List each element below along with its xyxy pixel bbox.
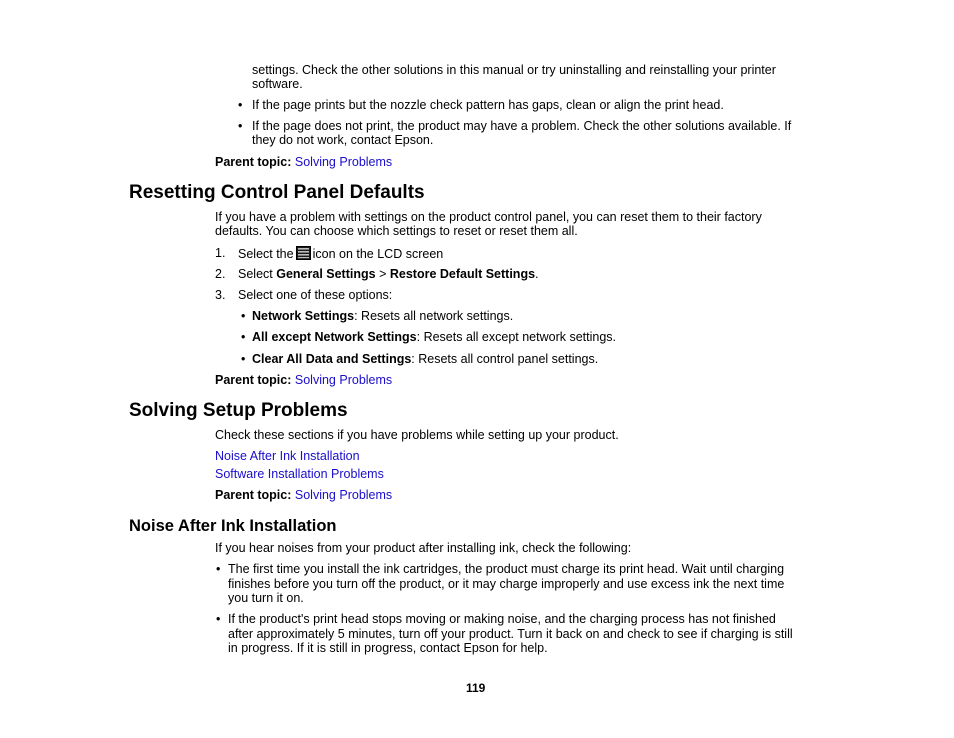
step-1 <box>238 246 443 262</box>
nozzle-bullet-text: If the page prints but the nozzle check pattern has gaps, clean or align the print head. <box>252 98 724 112</box>
reset-defaults-heading: Resetting Control Panel Defaults <box>129 182 425 203</box>
bullet-marker: • <box>241 330 246 344</box>
continuation-text-line2: software. <box>252 77 303 91</box>
step-1-pre: Select the <box>238 247 294 261</box>
step-number: 3. <box>215 288 226 302</box>
noise-bullet2-line1: If the product's print head stops moving or making noise, and the charging process has not finished <box>228 612 776 626</box>
noise-bullet1-line3: you turn it on. <box>228 591 304 605</box>
option-clear-all <box>252 352 598 367</box>
no-print-bullet-line1: If the page does not print, the product may have a problem. Check the other solutions available. If <box>252 119 792 133</box>
parent-topic-label: Parent topic: <box>215 373 292 387</box>
option-name: Network Settings <box>252 309 355 323</box>
setup-problems-heading: Solving Setup Problems <box>129 400 348 421</box>
noise-intro: If you hear noises from your product after installing ink, check the following: <box>215 541 632 555</box>
option-name: Clear All Data and Settings <box>252 352 412 366</box>
software-installation-link[interactable]: Software Installation Problems <box>215 467 384 481</box>
step-1-post: icon on the LCD screen <box>312 247 444 261</box>
noise-bullet2-line3: in progress. If it is still in progress, contact Epson for help. <box>228 641 548 655</box>
restore-default-settings-term: Restore Default Settings <box>389 267 536 281</box>
setup-intro: Check these sections if you have problems while setting up your product. <box>215 428 619 442</box>
step-2 <box>238 267 539 282</box>
bullet-marker: • <box>241 309 246 323</box>
option-name: All except Network Settings <box>252 330 417 344</box>
option-network-settings <box>252 309 513 324</box>
parent-topic-label: Parent topic: <box>215 488 292 502</box>
step-2-pre: Select <box>238 267 273 281</box>
option-desc: : Resets all control panel settings. <box>411 352 599 366</box>
page-number: 119 <box>466 681 486 695</box>
parent-topic-label: Parent topic: <box>215 155 292 169</box>
bullet-marker: • <box>216 612 221 626</box>
step-number: 2. <box>215 267 226 281</box>
option-desc: : Resets all except network settings. <box>416 330 617 344</box>
option-all-except-network <box>252 330 616 345</box>
settings-menu-icon <box>296 246 311 260</box>
no-print-bullet-line2: they do not work, contact Epson. <box>252 133 434 147</box>
step-3: Select one of these options: <box>238 288 393 302</box>
noise-after-ink-link[interactable]: Noise After Ink Installation <box>215 449 360 463</box>
step-2-end: . <box>535 267 539 281</box>
bullet-marker: • <box>241 352 246 366</box>
reset-intro-line2: defaults. You can choose which settings to reset or reset them all. <box>215 224 578 238</box>
step-number: 1. <box>215 246 226 260</box>
bullet-marker: • <box>238 98 243 112</box>
general-settings-term: General Settings <box>276 267 376 281</box>
solving-problems-link[interactable]: Solving Problems <box>294 155 393 169</box>
solving-problems-link[interactable]: Solving Problems <box>294 373 393 387</box>
noise-bullet2-line2: after approximately 5 minutes, turn off your product. Turn it back on and check to see if charging is still <box>228 627 793 641</box>
noise-heading: Noise After Ink Installation <box>129 517 337 535</box>
reset-intro-line1: If you have a problem with settings on the product control panel, you can reset them to their factory <box>215 210 762 224</box>
parent-topic-2 <box>215 373 392 388</box>
noise-bullet1-line1: The first time you install the ink cartridges, the product must charge its print head. Wait until charging <box>228 562 785 576</box>
noise-bullet1-line2: finishes before you turn off the product, or it may charge improperly and use excess ink the next time <box>228 577 785 591</box>
bullet-marker: • <box>216 562 221 576</box>
continuation-text-line1: settings. Check the other solutions in this manual or try uninstalling and reinstalling your printer <box>252 63 776 77</box>
option-desc: : Resets all network settings. <box>354 309 514 323</box>
bullet-marker: • <box>238 119 243 133</box>
step-2-separator: > <box>379 267 387 281</box>
parent-topic-1 <box>215 155 392 170</box>
solving-problems-link[interactable]: Solving Problems <box>294 488 393 502</box>
parent-topic-3 <box>215 488 392 503</box>
